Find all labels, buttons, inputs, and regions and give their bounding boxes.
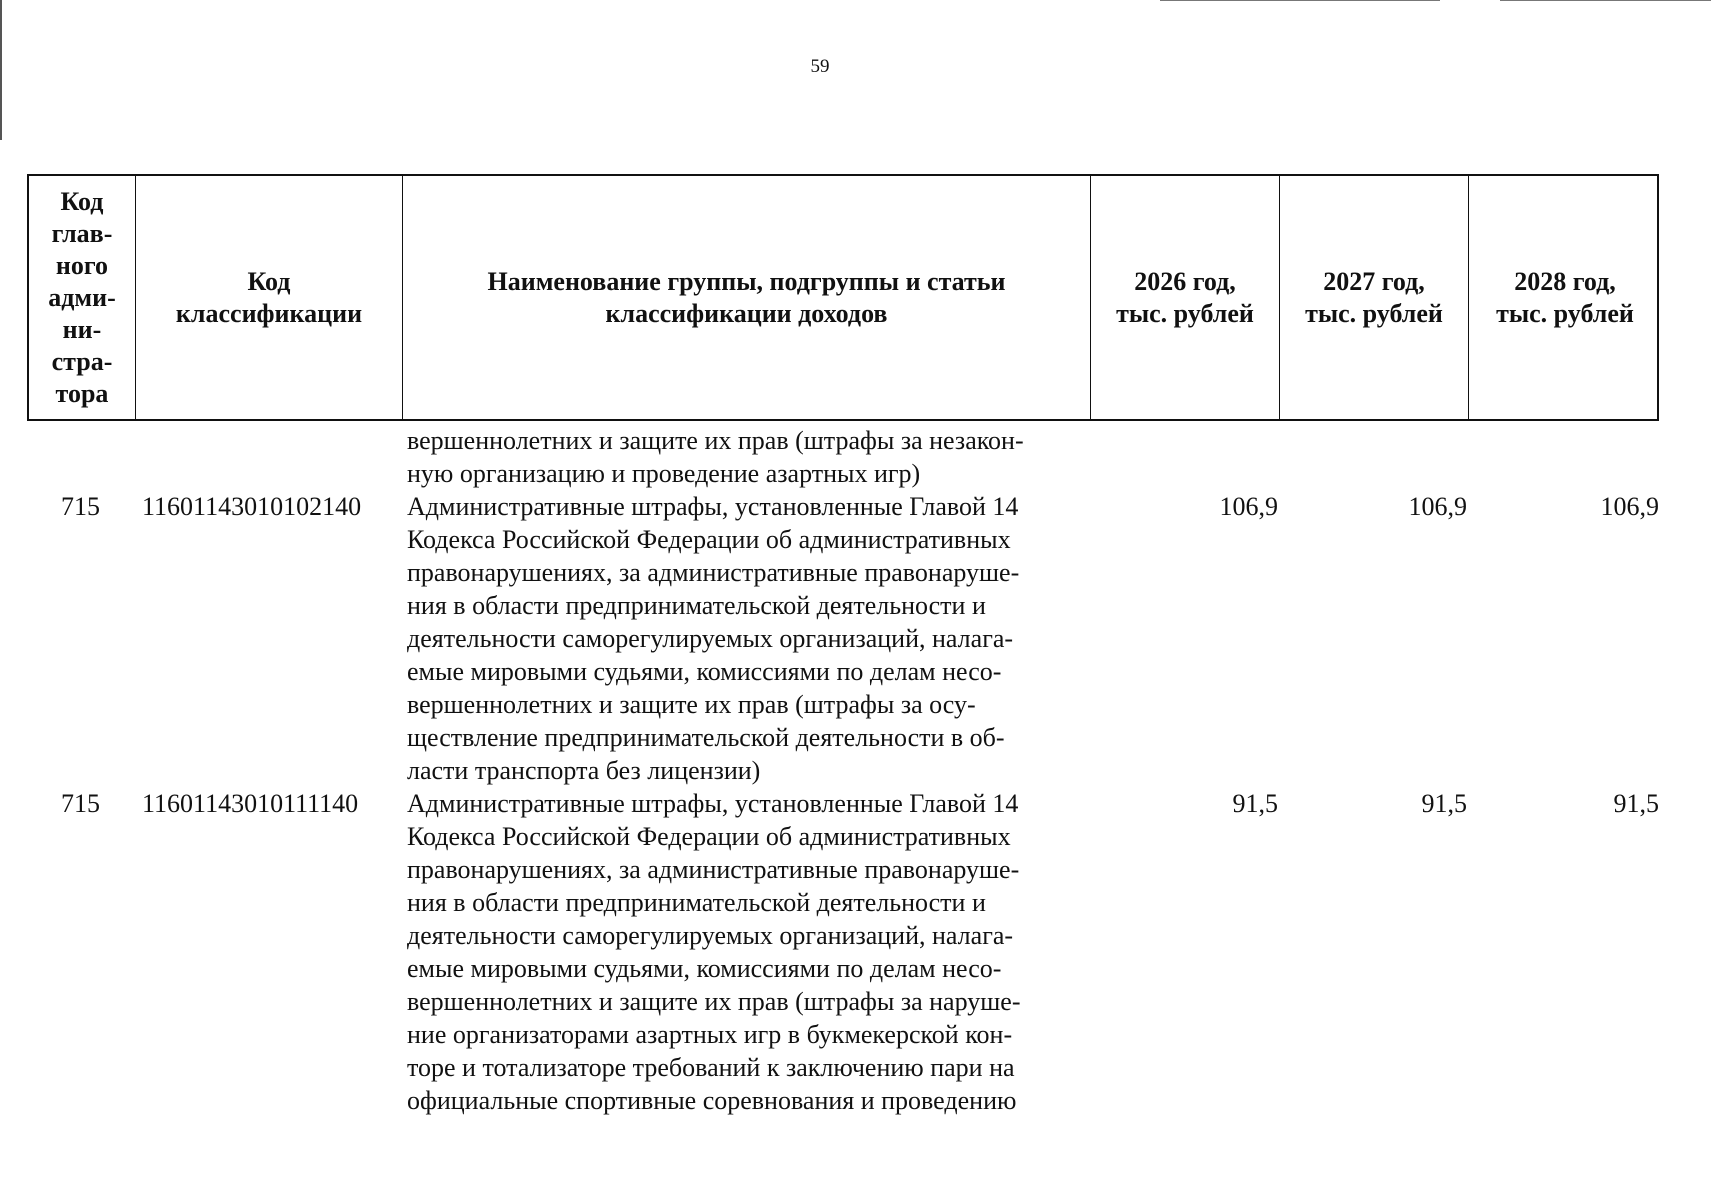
income-name-cell: вершеннолетних и защите их прав (штрафы за незакон- ную организацию и проведение азартных игр) xyxy=(407,426,1024,488)
value-2028-cell: 91,5 xyxy=(1613,789,1659,818)
header-year-2028: 2028 год, тыс. рублей xyxy=(1496,266,1634,328)
value-2028-cell: 106,9 xyxy=(1600,492,1659,521)
value-2028-cell xyxy=(1467,424,1659,490)
admin-code-cell: 715 xyxy=(61,789,100,818)
table-row xyxy=(27,424,1659,490)
classification-code-cell: 11601143010111140 xyxy=(142,789,359,818)
value-2026-cell: 106,9 xyxy=(1219,492,1278,521)
admin-code-cell: 715 xyxy=(61,492,100,521)
value-2026-cell: 91,5 xyxy=(1232,789,1278,818)
value-2027-cell: 106,9 xyxy=(1408,492,1467,521)
table-row xyxy=(27,490,1659,787)
classification-code-cell xyxy=(134,424,401,490)
table-header xyxy=(27,174,1659,421)
header-year-2027: 2027 год, тыс. рублей xyxy=(1280,176,1469,419)
scan-edge-line xyxy=(1500,0,1711,1)
income-name-cell: Административные штрафы, установленные Главой 14 Кодекса Российской Федерации об административных правонарушениях, за административные правонаруше- ния в области предпринимательской деятельности и деятельности саморегулируемых организаций, налага- емые мировыми судьями, комиссиями по делам несо- вершеннолетних и защите их прав (штрафы за наруше- ние организаторами азартных игр в букмекерской кон- торе и тотализаторе требований к заключению пари на официальные спортивные соревнования и проведению xyxy=(407,789,1021,1115)
income-name-cell: Административные штрафы, установленные Главой 14 Кодекса Российской Федерации об административных правонарушениях, за административные правонаруше- ния в области предпринимательской деятельности и деятельности саморегулируемых организаций, налага- емые мировыми судьями, комиссиями по делам несо- вершеннолетних и защите их прав (штрафы за осу- ществление предпринимательской деятельности в об- ласти транспорта без лицензии) xyxy=(407,492,1020,785)
value-2027-cell: 91,5 xyxy=(1421,789,1467,818)
table-row xyxy=(27,787,1659,1117)
classification-code-cell: 11601143010102140 xyxy=(142,492,362,521)
header-year-2026: 2026 год, тыс. рублей xyxy=(1091,176,1280,419)
admin-code-cell xyxy=(27,424,134,490)
header-admin-code: Код глав- ного адми- ни- стра- тора xyxy=(29,176,136,419)
value-2026-cell xyxy=(1089,424,1278,490)
page-number: 59 xyxy=(810,56,830,77)
header-income-name: Наименование группы, подгруппы и статьи классификации доходов xyxy=(403,176,1091,419)
header-classification-code: Код классификации xyxy=(136,176,403,419)
scan-edge-line xyxy=(1160,0,1440,1)
value-2027-cell xyxy=(1278,424,1467,490)
table-body xyxy=(27,424,1659,1117)
